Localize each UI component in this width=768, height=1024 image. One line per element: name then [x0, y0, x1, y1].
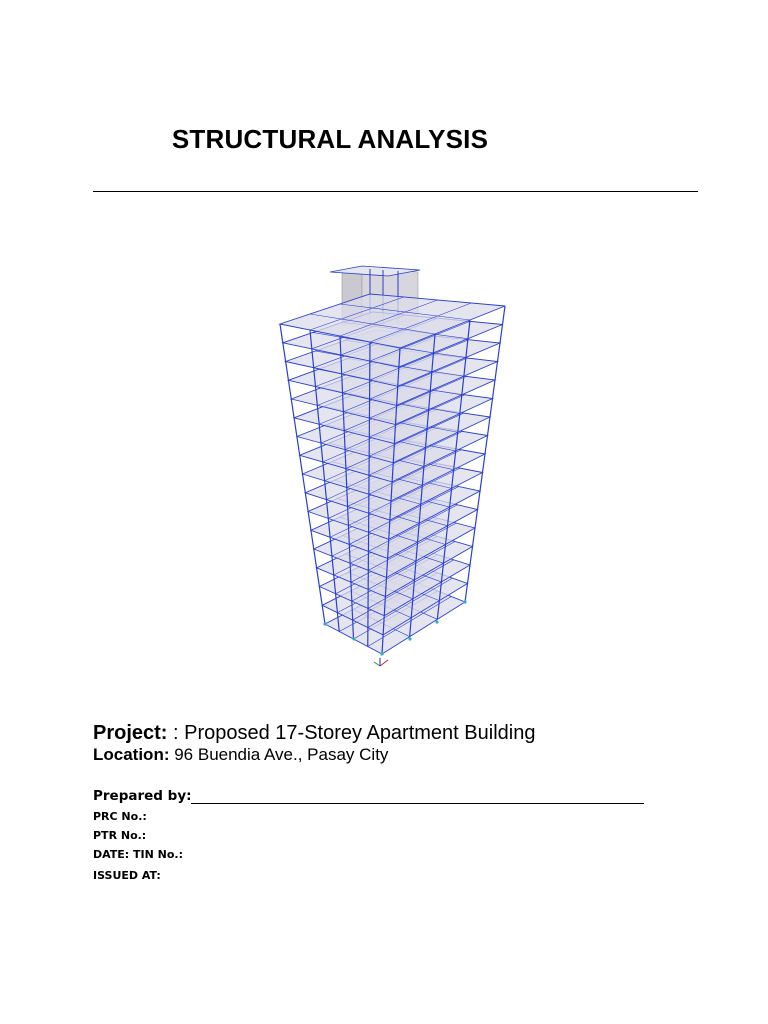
prc-no-field: PRC No.:	[93, 810, 147, 823]
base-support	[352, 637, 355, 640]
location-value: 96 Buendia Ave., Pasay City	[169, 745, 389, 764]
location-line	[93, 745, 388, 765]
base-support	[435, 620, 438, 623]
project-line	[93, 722, 535, 745]
project-label: Project:	[93, 722, 168, 744]
ptr-no-field: PTR No.:	[93, 829, 147, 842]
date-tin-field: DATE: TIN No.:	[93, 848, 184, 861]
prepared-by-blank	[191, 803, 644, 804]
base-support	[323, 622, 326, 625]
page-title: STRUCTURAL ANALYSIS	[171, 124, 489, 154]
building-frame-drawing	[280, 266, 505, 666]
location-label: Location:	[93, 745, 170, 764]
title-divider	[93, 191, 698, 192]
issued-at-field: ISSUED AT:	[93, 869, 161, 882]
base-support	[463, 600, 466, 603]
axis-x	[380, 660, 388, 666]
base-support	[380, 652, 383, 655]
axis-y	[374, 662, 380, 666]
building-model-figure	[270, 262, 520, 682]
project-value: : Proposed 17-Storey Apartment Building	[167, 722, 536, 744]
prepared-by-label: Prepared by:	[93, 788, 192, 804]
base-support	[408, 637, 411, 640]
